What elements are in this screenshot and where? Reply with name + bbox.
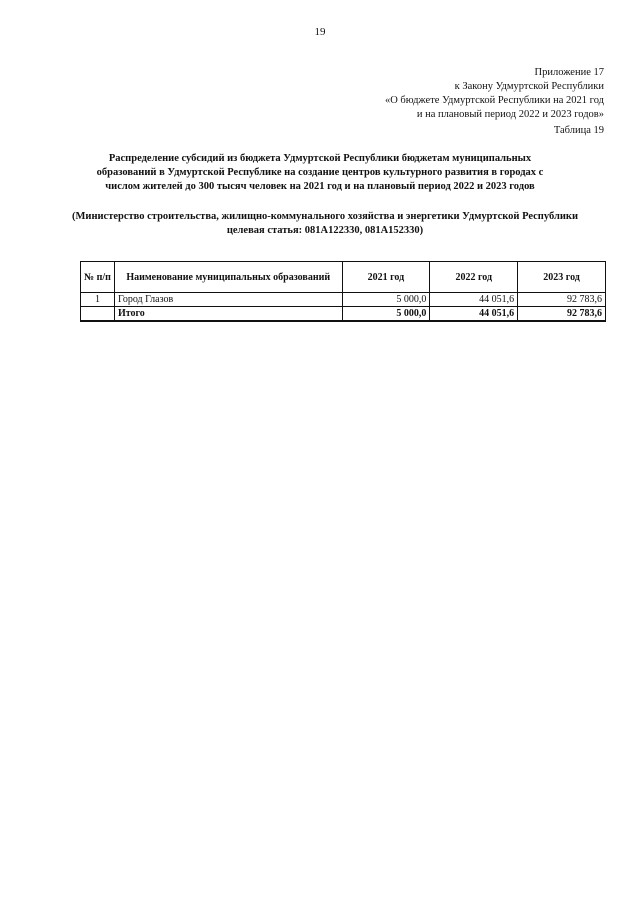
- document-title: Распределение субсидий из бюджета Удмуртской Республики бюджетам муниципальных образований в Удмуртской Республике на создание центров культурного развития в городах с числом жителей до 300 тысяч человек на 2021 год и на плановый период 2022 и 2023 годов: [96, 153, 544, 192]
- subsidy-table: [80, 261, 606, 322]
- appendix-line: к Закону Удмуртской Республики: [454, 81, 604, 92]
- cell-2021: 5 000,0: [342, 293, 430, 307]
- appendix-line: и на плановый период 2022 и 2023 годов»: [416, 109, 604, 120]
- header-2021: 2021 год: [342, 262, 430, 293]
- table-label: Таблица 19: [553, 125, 604, 136]
- cell-2023: 92 783,6: [518, 293, 606, 307]
- header-num: № п/п: [81, 262, 115, 293]
- cell-total-num: [81, 307, 115, 322]
- table-row: [81, 293, 606, 307]
- cell-total-2023: 92 783,6: [518, 307, 606, 322]
- subtitle-ministry: (Министерство строительства, жилищно-коммунального хозяйства и энергетики Удмуртской Республики: [71, 211, 578, 222]
- document-subtitle: [70, 210, 580, 238]
- header-2022: 2022 год: [430, 262, 518, 293]
- header-2023: 2023 год: [518, 262, 606, 293]
- cell-total-name: Итого: [114, 307, 342, 322]
- cell-total-2022: 44 051,6: [430, 307, 518, 322]
- appendix-header: [385, 66, 604, 138]
- table-total-row: [81, 307, 606, 322]
- header-name: Наименование муниципальных образований: [114, 262, 342, 293]
- appendix-line: «О бюджете Удмуртской Республики на 2021 год: [384, 95, 604, 106]
- table-header-row: [81, 262, 606, 293]
- cell-num: 1: [81, 293, 115, 307]
- page-number: 19: [314, 26, 326, 38]
- cell-total-2021: 5 000,0: [342, 307, 430, 322]
- cell-2022: 44 051,6: [430, 293, 518, 307]
- appendix-line: Приложение 17: [534, 67, 604, 78]
- cell-name: Город Глазов: [114, 293, 342, 307]
- subtitle-target-article: целевая статья: 081A122330, 081A152330): [226, 225, 424, 236]
